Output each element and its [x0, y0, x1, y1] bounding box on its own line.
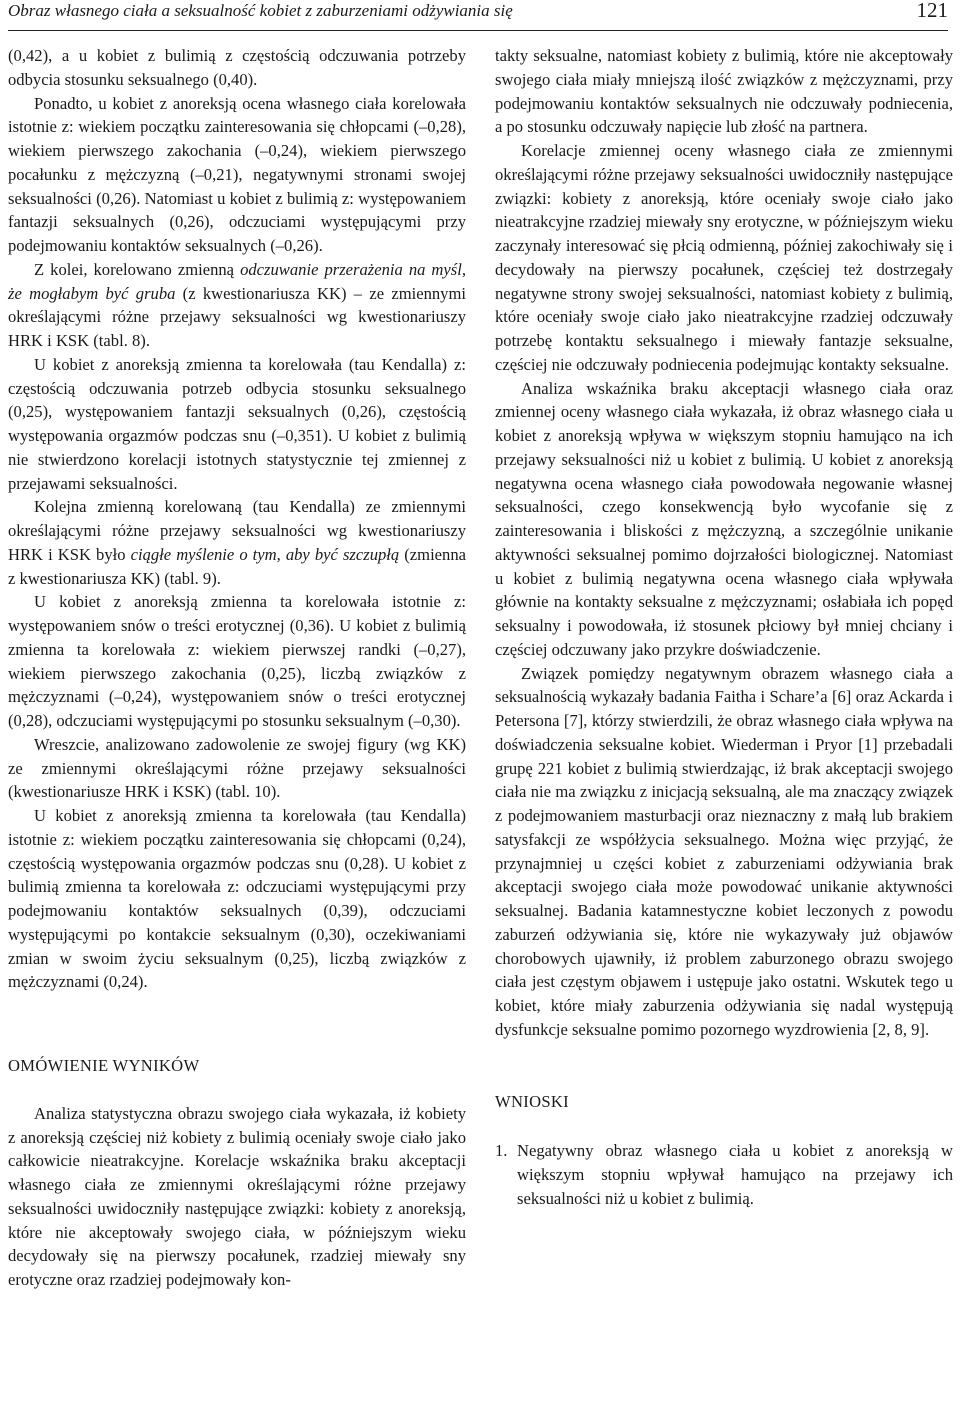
paragraph: U kobiet z anoreksją zmienna ta korelowała istotnie z: występowaniem snów o treści erotycznej (0,36). U kobiet z bulimią zmienna ta korelowała z: wiekiem pierwszej randki (–0,27), wiekiem pierwszego zakochania (0,25), liczbą związków z mężczyznami (–0,24), występowaniem snów o treści erotycznej (0,28), odczuciami występującymi po stosunku seksualnym (–0,30).: [8, 592, 466, 730]
paragraph: Związek pomiędzy negatywnym obrazem własnego ciała a seksualnością wykazały badania Faitha i Schare’a [6] oraz Ackarda i Petersona [7], którzy stwierdzili, że obraz własnego ciała wpływa na doświadczenia seksualne kobiet. Wiederman i Pryor [1] przebadali grupę 221 kobiet z bulimią stwierdzając, iż brak akceptacji swojego ciała nie ma związku z inicjacją seksualną, ale ma znaczący związek z podejmowaniem masturbacji oraz nieznaczny z małą lub brakiem satysfakcji ze współżycia seksualnego. Można więc przyjąć, że przynajmniej u części kobiet z zaburzeniami odżywiania brak akceptacji swojego ciała może powodować unikanie aktywności seksualnej. Badania katamnestyczne kobiet leczonych z powodu zaburzeń odżywiania się, które nie wykazywały już objawów chorobowych ujawniły, iż problem zaburzonego obrazu swojego ciała jest częstym objawem i ustępuje jako ostatni. Wskutek tego u kobiet, które miały zaburzenia odżywiania się nadal występują dysfunkcje seksualne pomimo pozornego wyzdrowienia [2, 8, 9].: [495, 663, 953, 1039]
right-column: [495, 44, 953, 1211]
section-heading-conclusions: WNIOSKI: [495, 1091, 569, 1111]
paragraph: (0,42), a u kobiet z bulimią z częstością odczuwania potrzeby odbycia stosunku seksualnego (0,40).: [8, 46, 466, 89]
text-run: Kolejna zmienną korelowaną (tau Kendalla) ze zmiennymi określającymi różne przejawy seksualności wg kwestionariuszy HRK i KSK było: [8, 497, 466, 564]
conclusion-item: [495, 1139, 953, 1210]
italic-variable-name: odczuwanie przerażenia na myśl, że mogłabym być gruba: [8, 259, 466, 303]
list-number: 1.: [495, 1141, 508, 1161]
paragraph: Wreszcie, analizowano zadowolenie ze swojej figury (wg KK) ze zmiennymi określającymi różne przejawy seksualności (kwestionariusze HRK i KSK) (tabl. 10).: [8, 734, 466, 802]
text-run: (zmienna z kwestionariusza KK) (tabl. 9).: [8, 544, 466, 588]
left-column: [8, 44, 466, 1292]
paragraph: [8, 258, 466, 353]
paragraph: Analiza statystyczna obrazu swojego ciała wykazała, iż kobiety z anoreksją częściej niż kobiety z bulimią oceniały swoje ciało jako całkowicie nieatrakcyjne. Korelacje wskaźnika braku akceptacji własnego ciała ze zmiennymi określającymi różne przejawy seksualności uwidoczniły następujące związki: kobiety z anoreksją, które nie akceptowały swojego ciała, w późniejszym wieku decydowały się na pierwszy pocałunek, rzadziej miewały sny erotyczne oraz rzadziej podejmowały kon-: [8, 1103, 466, 1289]
italic-variable-name: ciągłe myślenie o tym, aby być szczupłą: [130, 544, 400, 564]
section-spacer: [8, 994, 466, 1054]
page-number: 121: [916, 0, 948, 22]
paragraph: takty seksualne, natomiast kobiety z bulimią, które nie akceptowały swojego ciała miały mniejszą ilość związków z mężczyznami, przy podejmowaniu kontaktów seksualnych nie odczuwały podniecenia, a po stosunku odczuwały napięcie lub złość na partnera.: [495, 46, 953, 137]
section-heading-discussion: OMÓWIENIE WYNIKÓW: [8, 1056, 200, 1075]
paragraph: [8, 495, 466, 590]
text-run: Z kolei, korelowano zmienną: [34, 259, 241, 279]
section-spacer: [8, 1078, 466, 1102]
running-header: [8, 0, 948, 31]
paragraph: Analiza wskaźnika braku akceptacji własnego ciała oraz zmiennej oceny własnego ciała wykazała, iż obraz własnego ciała u kobiet z anoreksją wpływa w większym stopniu hamująco na ich przejawy seksualności niż u kobiet z bulimią. U kobiet z anoreksją negatywna ocena własnego ciała powodowała negowanie własnej seksualności, czego konsekwencją było wycofanie się z zainteresowania i bliskości z mężczyzną, a szczególnie unikanie aktywności seksualnej pomimo dojrzałości biologicznej. Natomiast u kobiet z bulimią negatywna ocena własnego ciała wpływała głównie na kontakty seksualne z mężczyznami; osłabiała ich popęd seksualny i powodowała, iż stosunek płciowy był mniej chciany i częściej odczuwany jako przykre doświadczenie.: [495, 378, 953, 659]
paragraph: U kobiet z anoreksją zmienna ta korelowała (tau Kendalla) istotnie z: wiekiem początku zainteresowania się chłopcami (0,24), częstością występowania orgazmów podczas snu (0,28). U kobiet z bulimią zmienna ta korelowała z: odczuciami występującymi przy podejmowaniu kontaktów seksualnych (0,39), odczuciami występującymi po kontakcie seksualnym (0,30), oczekiwaniami zmian w swoim życiu seksualnym (0,25), liczbą związków z mężczyznami (0,24).: [8, 806, 466, 992]
paragraph: U kobiet z anoreksją zmienna ta korelowała (tau Kendalla) z: częstością odczuwania potrzeb odbycia stosunku seksualnego (0,25), występowaniem fantazji seksualnych (0,26), częstością występowania orgazmów podczas snu (–0,351). U kobiet z bulimią nie stwierdzono korelacji istotnych statystycznie tej zmiennej z przejawami seksualności.: [8, 354, 466, 493]
text-run: (z kwestionariusza KK) – ze zmiennymi określającymi różne przejawy seksualności wg kwestionariuszy HRK i KSK (tabl. 8).: [8, 283, 466, 350]
section-spacer: [495, 1042, 953, 1090]
list-text: Negatywny obraz własnego ciała u kobiet z anoreksją w większym stopniu wpływał hamująco na przejawy ich seksualności niż u kobiet z bulimią.: [517, 1141, 953, 1208]
section-spacer: [495, 1113, 953, 1139]
paragraph: Ponadto, u kobiet z anoreksją ocena własnego ciała korelowała istotnie z: wiekiem początku zainteresowania się chłopcami (–0,28), wiekiem pierwszego zakochania (–0,24), wiekiem pierwszego pocałunku z mężczyzną (–0,21), negatywnymi stronami swojej seksualności (0,26). Natomiast u kobiet z bulimią z: występowaniem fantazji seksualnych (0,26), odczuciami występującymi przy podejmowaniu kontaktów seksualnych (–0,26).: [8, 93, 466, 255]
running-title: Obraz własnego ciała a seksualność kobiet z zaburzeniami odżywiania się: [8, 1, 513, 20]
paragraph: Korelacje zmiennej oceny własnego ciała ze zmiennymi określającymi różne przejawy seksualności uwidoczniły następujące związki: kobiety z anoreksją, które oceniały swoje ciało jako nieatrakcyjne rzadziej miewały sny erotyczne, w późniejszym wieku zaczynały interesować się płcią odmienną, później zakochiwały się i decydowały na pierwszy pocałunek, częściej też dostrzegały negatywne strony swojej seksualności, natomiast kobiety z bulimią, które oceniały swoje ciało jako nieatrakcyjne rzadziej odczuwały potrzebę kontaktu seksualnego i miewały fantazje seksualne, częściej nie odczuwały podniecenia podejmując kontakty seksualne.: [495, 141, 953, 374]
